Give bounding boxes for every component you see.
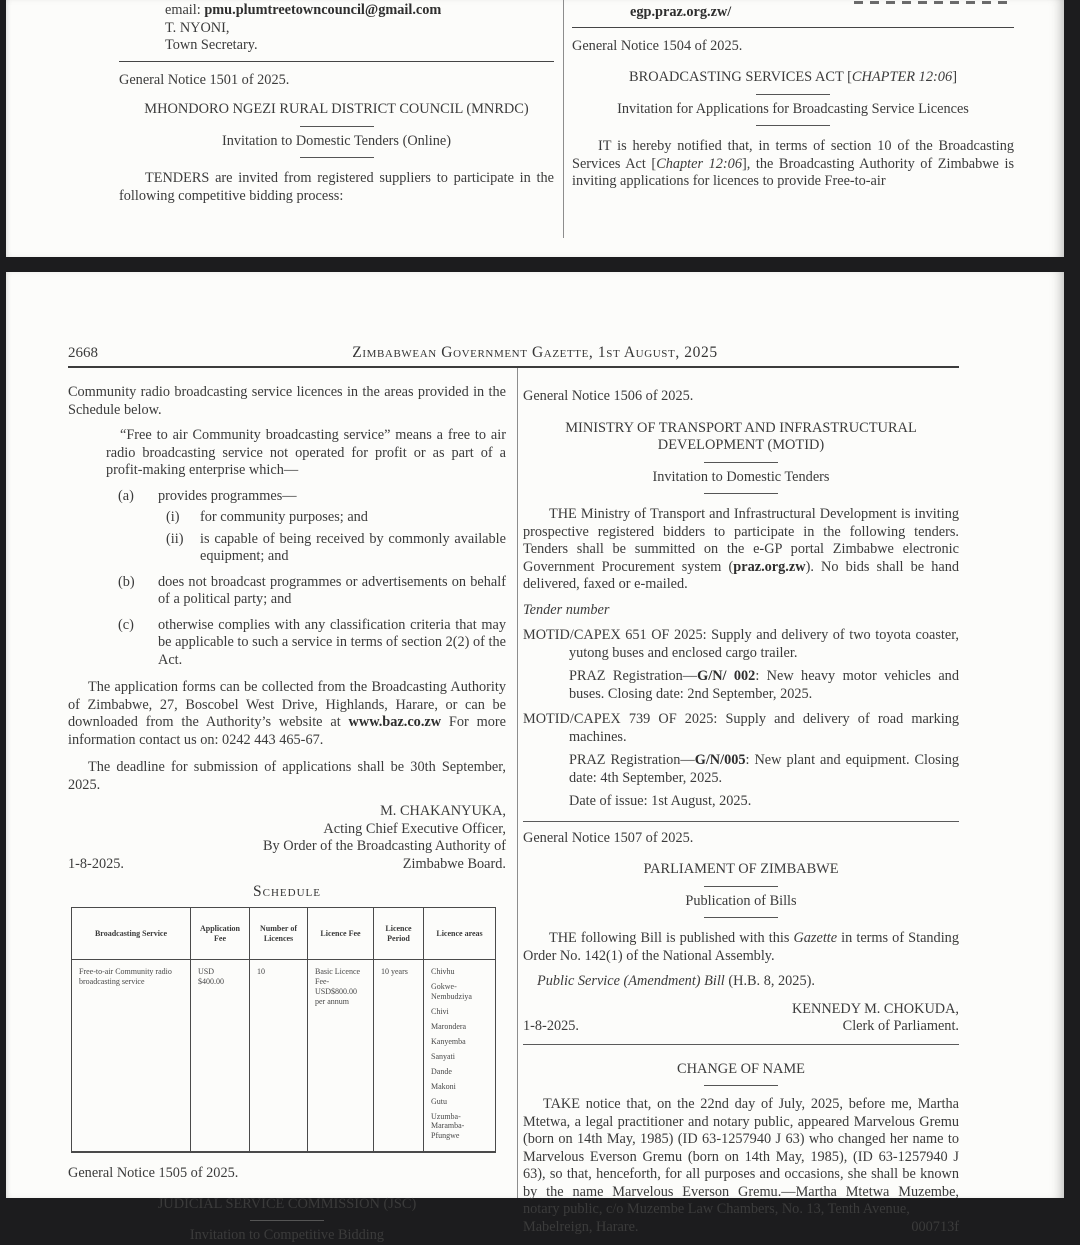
org-title: MINISTRY OF TRANSPORT AND INFRASTRUCTURAL DEVELOPMENT (MOTID) [565, 419, 917, 453]
body-text: The application forms can be collected from the Broadcasting Authority of Zimbabwe, 27, Boscobel West Drive, Highlands, Harare, or can be downloaded from the Authority’s website at [68, 679, 506, 730]
date-stamp: 1-8-2025. [523, 1018, 579, 1034]
licence-area: Makoni [431, 1081, 456, 1091]
body-paragraph: TENDERS are invited from registered suppliers to participate in the following competitive bidding process: [119, 170, 554, 204]
notice-number: General Notice 1504 of 2025. [572, 37, 743, 54]
schedule-heading: Schedule [253, 883, 321, 900]
praz-registration [569, 752, 959, 787]
email-address: pmu.plumtreetowncouncil@gmail.com [204, 2, 442, 18]
column-divider [517, 368, 518, 1198]
section-subtitle: Invitation to Domestic Tenders [652, 468, 830, 485]
short-rule [756, 94, 830, 95]
gazette-page [6, 272, 1064, 1243]
date-stamp: 1-8-2025. [68, 855, 124, 872]
signatory-title: Acting Chief Executive Officer, [323, 820, 506, 837]
body-chapter-ref: Chapter 12:06 [656, 155, 742, 172]
bill-number: (H.B. 8, 2025). [728, 973, 815, 989]
portal-url: egp.praz.org.zw/ [630, 4, 732, 20]
body-paragraph [572, 138, 1014, 191]
separator-rule [119, 61, 554, 62]
signatory-name: T. NYONI, [165, 19, 230, 36]
item-label: (i) [166, 509, 180, 525]
licence-area: Uzumba-Maramba-Pfungwe [431, 1111, 465, 1140]
body-text: THE Ministry of Transport and Infrastructural Development is inviting prospective registered bidders to participate in the following tenders. Tenders shall be summitted on the e-GP portal Zimbabwe electronic Government Procurement system ( [523, 506, 959, 575]
separator-rule [523, 821, 959, 822]
section-subtitle: Invitation to Competitive Bidding [189, 1227, 385, 1243]
tender-invitation-paragraph [523, 506, 959, 594]
table-cell-number: 10 [250, 960, 308, 1152]
org-title: PARLIAMENT OF ZIMBABWE [643, 861, 839, 877]
table-header-cell: Licence Fee [308, 908, 374, 960]
signatory-order: By Order of the Broadcasting Authority of [263, 838, 506, 854]
tender-entry: MOTID/CAPEX 651 OF 2025: Supply and delivery of two toyota coaster, yutong buses and enclosed cargo trailer. [523, 627, 959, 661]
licence-area: Chivi [431, 1006, 449, 1016]
short-rule [704, 462, 778, 463]
separator-rule [523, 1044, 959, 1045]
item-label: (b) [118, 573, 135, 590]
body-text: : New heavy motor vehicles and buses. Closing date: 2nd September, 2025. [569, 668, 959, 702]
clipped-text-fragment [854, 1, 1012, 4]
definition-paragraph: “Free to air Community broadcasting service” means a free to air radio broadcasting service not operated for profit or as part of a profit-making enterprise which— [106, 427, 506, 478]
left-column [68, 376, 506, 1245]
fee-line: USD [198, 967, 215, 976]
list-item-i [166, 509, 506, 527]
short-rule [756, 125, 830, 126]
act-title-suffix: ] [952, 69, 957, 85]
org-title: JUDICIAL SERVICE COMMISSION (JSC) [157, 1195, 417, 1212]
table-cell-period: 10 years [374, 960, 424, 1152]
notice-number: General Notice 1505 of 2025. [68, 1165, 239, 1181]
body-text: IT is hereby notified that, in terms of section 10 of the Broadcasting Services Act [ [572, 138, 1014, 172]
schedule-table [71, 907, 496, 1153]
tender-entry: MOTID/CAPEX 739 OF 2025: Supply and delivery of road marking machines. [523, 711, 959, 745]
page-number: 2668 [68, 345, 98, 361]
signatory-title: Town Secretary. [165, 37, 258, 53]
body-text: ). No bids shall be hand delivered, faxed or e-mailed. [523, 558, 959, 592]
body-text: PRAZ Registration— [569, 668, 698, 684]
notice-number: General Notice 1506 of 2025. [523, 388, 694, 404]
separator-rule [572, 27, 1014, 28]
short-rule [704, 493, 778, 494]
licence-area: Marondera [431, 1021, 467, 1031]
praz-registration [569, 668, 959, 703]
contact-email-line [165, 0, 554, 20]
fee-line: $400.00 [198, 977, 224, 986]
short-rule [300, 157, 374, 158]
deadline-paragraph: The deadline for submission of applications shall be 30th September, 2025. [68, 759, 506, 793]
item-text: is capable of being received by commonly available equipment; and [200, 530, 506, 564]
gazette-ref: Gazette [793, 930, 838, 946]
application-forms-paragraph [68, 679, 506, 749]
item-label: (a) [118, 487, 134, 504]
body-text: THE following Bill is published with this [549, 930, 794, 946]
signature-block [68, 803, 506, 873]
body-text: in terms of Standing Order No. 142(1) of the National Assembly. [523, 930, 959, 964]
header-rule [68, 366, 959, 368]
previous-page-fragment [6, 0, 1064, 257]
continuation-paragraph: Community radio broadcasting service licences in the areas provided in the Schedule below. [68, 384, 506, 418]
body-text: Mabelreign, Harare. [523, 1218, 639, 1235]
body-text: : New plant and equipment. Closing date: 4th September, 2025. [569, 752, 959, 786]
table-cell-service: Free-to-air Community radio broadcasting service [72, 960, 191, 1152]
table-header-cell: Licence areas [424, 908, 495, 960]
portal-url: praz.org.zw [733, 558, 806, 575]
item-text: does not broadcast programmes or advertisements on behalf of a political party; and [158, 573, 506, 607]
act-title-chapter: CHAPTER 12:06 [851, 69, 953, 85]
change-of-name-last-line [523, 1219, 959, 1237]
table-header-cell: Broadcasting Service [72, 908, 191, 960]
bill-title-italic: Public Service (Amendment) Bill [537, 973, 729, 989]
definition-block [106, 427, 506, 480]
clerk-name: KENNEDY M. CHOKUDA, [791, 1000, 959, 1017]
table-cell-application-fee [191, 960, 250, 1152]
praz-code: G/N/005 [694, 752, 746, 768]
clerk-title: Clerk of Parliament. [842, 1018, 959, 1034]
short-rule [704, 1085, 778, 1086]
date-of-issue: Date of issue: 1st August, 2025. [569, 793, 752, 809]
body-text: PRAZ Registration— [569, 752, 695, 768]
column-divider [563, 0, 564, 238]
short-rule [704, 886, 778, 887]
section-subtitle: Invitation to Domestic Tenders (Online) [221, 132, 452, 149]
licence-area: Sanyati [431, 1051, 455, 1061]
licence-area: Gutu [431, 1096, 447, 1106]
short-rule [300, 126, 374, 127]
website-url: www.baz.co.zw [348, 714, 442, 730]
gazette-masthead: Zimbabwean Government Gazette, 1st August, 2025 [352, 344, 718, 361]
tender-number-label: Tender number [523, 601, 610, 618]
table-cell-licence-fee: Basic Licence Fee- USD$800.00 per annum [308, 960, 374, 1152]
email-label: email: [165, 2, 205, 18]
notice-number: General Notice 1507 of 2025. [523, 829, 694, 846]
list-item-a [118, 488, 506, 506]
table-cell-areas [424, 960, 495, 1152]
org-title: MHONDORO NGEZI RURAL DISTRICT COUNCIL (MNRDC) [144, 101, 529, 117]
licence-area: Kanyemba [431, 1036, 466, 1046]
section-subtitle: Invitation for Applications for Broadcasting Service Licences [617, 100, 969, 117]
licence-area: Chivhu [431, 967, 455, 976]
section-subtitle: Publication of Bills [685, 892, 797, 909]
item-text: provides programmes— [158, 487, 297, 504]
clerk-signature-block [523, 1001, 959, 1036]
short-rule [704, 917, 778, 918]
signatory-name: M. CHAKANYUKA, [380, 803, 506, 819]
act-title [572, 69, 1014, 87]
item-label: (c) [118, 616, 134, 633]
fragment-left-column [119, 0, 554, 205]
item-text: for community purposes; and [200, 509, 368, 525]
licence-area: Dande [431, 1066, 452, 1076]
fragment-right-column [572, 0, 1014, 191]
item-label: (ii) [166, 530, 184, 547]
table-header-cell: Application Fee [191, 908, 250, 960]
change-of-name-heading: CHANGE OF NAME [677, 1060, 805, 1077]
bill-publication-paragraph [523, 930, 959, 965]
short-rule [250, 1220, 324, 1221]
notice-reference: 000713f [911, 1218, 959, 1235]
change-of-name-paragraph: TAKE notice that, on the 22nd day of July, 2025, before me, Martha Mtetwa, a legal practitioner and notary public, appeared Marvelous Gremu (born on 14th May, 1985) (ID 63-1257940 J 63) who changed her name to Marvelous Everson Gremu (born on 14th May, 1985), (ID 63-1257940 J 63), so that, henceforth, for all purposes and occasions, she shall be known by the name Marvelous Everson Gremu.—Martha Mtetwa Muzembe, notary public, c/o Muzembe Law Chambers, No. 13, Tenth Avenue, [523, 1096, 959, 1217]
right-column [523, 380, 959, 1236]
list-item-b [118, 574, 506, 609]
body-text: For more information contact us on: 0242 443 465-67. [68, 714, 507, 748]
item-text: otherwise complies with any classification criteria that may be applicable to such a service in terms of section 2(2) of the Act. [158, 616, 506, 668]
notice-number: General Notice 1501 of 2025. [119, 71, 290, 88]
signatory-board: Zimbabwe Board. [402, 855, 506, 872]
licence-area: Gokwe-Nembudziya [431, 982, 472, 1001]
praz-code: G/N/ 002 [697, 668, 756, 684]
table-header-cell: Licence Period [374, 908, 424, 960]
table-header-cell: Number of Licences [250, 908, 308, 960]
body-text: ], the Broadcasting Authority of Zimbabwe is inviting applications for licences to provide Free-to-air [572, 155, 1015, 189]
list-item-ii [166, 531, 506, 566]
bill-name [537, 973, 959, 991]
act-title-prefix: BROADCASTING SERVICES ACT [ [629, 69, 852, 85]
list-item-c [118, 617, 506, 670]
